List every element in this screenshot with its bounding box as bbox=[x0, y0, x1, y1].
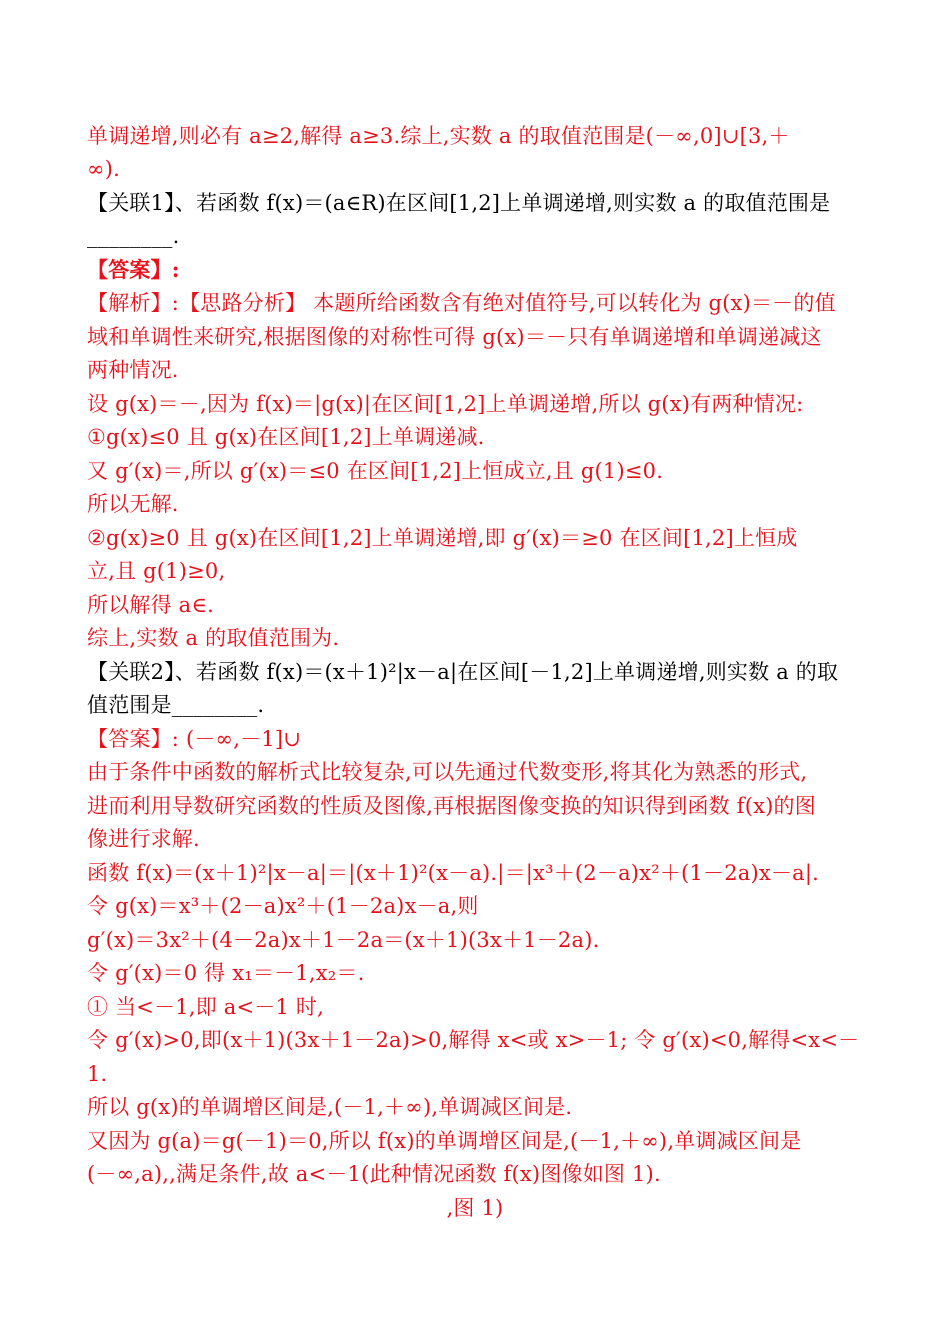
text-line: 所以解得 a∈. bbox=[87, 593, 215, 617]
answer-label: 【答案】: (－∞,－1]∪ bbox=[87, 727, 302, 751]
text-line: 令 g′(x)＝0 得 x₁＝－1,x₂＝. bbox=[87, 961, 365, 985]
text-line: 域和单调性来研究,根据图像的对称性可得 g(x)＝－只有单调递增和单调递减这 bbox=[87, 325, 822, 349]
case-2: ②g(x)≥0 且 g(x)在区间[1,2]上单调递增,即 g′(x)＝≥0 在区间[1,2]上恒成 bbox=[87, 526, 798, 550]
text-line: 又 g′(x)＝,所以 g′(x)＝≤0 在区间[1,2]上恒成立,且 g(1)≤0. bbox=[87, 459, 664, 483]
text-line: 令 g′(x)>0,即(x＋1)(3x＋1－2a)>0,解得 x<或 x>－1; 令 g′(x)<0,解得<x<－ bbox=[87, 1028, 860, 1052]
text-line: 单调递增,则必有 a≥2,解得 a≥3.综上,实数 a 的取值范围是(－∞,0]∪[3,＋ bbox=[87, 124, 790, 148]
text-line: 由于条件中函数的解析式比较复杂,可以先通过代数变形,将其化为熟悉的形式, bbox=[87, 760, 808, 784]
text-line: 所以 g(x)的单调增区间是,(－1,＋∞),单调减区间是. bbox=[87, 1095, 573, 1119]
text-line: 像进行求解. bbox=[87, 827, 200, 851]
text-line: 又因为 g(a)＝g(－1)＝0,所以 f(x)的单调增区间是,(－1,＋∞),单调减区间是 bbox=[87, 1129, 802, 1153]
text-line: 立,且 g(1)≥0, bbox=[87, 559, 226, 583]
case-1: ①g(x)≤0 且 g(x)在区间[1,2]上单调递减. bbox=[87, 425, 485, 449]
text-line: ∞). bbox=[87, 157, 120, 181]
answer-blank: 值范围是________. bbox=[87, 693, 265, 717]
text-line: 令 g(x)＝x³＋(2－a)x²＋(1－2a)x－a,则 bbox=[87, 894, 479, 918]
text-line: g′(x)＝3x²＋(4－2a)x＋1－2a＝(x＋1)(3x＋1－2a). bbox=[87, 928, 600, 952]
related-1-question: 【关联1】、若函数 f(x)＝(a∈R)在区间[1,2]上单调递增,则实数 a 的取值范围是 bbox=[87, 191, 831, 215]
related-2-question: 【关联2】、若函数 f(x)＝(x＋1)²|x－a|在区间[－1,2]上单调递增,则实数 a 的取 bbox=[87, 660, 839, 684]
text-line: (－∞,a),,满足条件,故 a<－1(此种情况函数 f(x)图像如图 1). bbox=[87, 1162, 661, 1186]
text-line: 1. bbox=[87, 1062, 108, 1086]
text-line: 综上,实数 a 的取值范围为. bbox=[87, 626, 340, 650]
text-line: 函数 f(x)＝(x＋1)²|x－a|＝|(x＋1)²(x－a).|＝|x³＋(2－a)x²＋(1－2a)x－a|. bbox=[87, 861, 819, 885]
analysis-heading: 【解析】:【思路分析】 本题所给函数含有绝对值符号,可以转化为 g(x)＝－的值 bbox=[87, 291, 836, 315]
answer-blank: ________. bbox=[87, 224, 180, 248]
text-line: 设 g(x)＝－,因为 f(x)＝|g(x)|在区间[1,2]上单调递增,所以 g(x)有两种情况: bbox=[87, 392, 804, 416]
answer-label: 【答案】: bbox=[87, 257, 180, 282]
text-line: ① 当<－1,即 a<－1 时, bbox=[87, 995, 325, 1019]
figure-caption: ,图 1) bbox=[446, 1196, 504, 1220]
text-line: 两种情况. bbox=[87, 358, 179, 382]
text-line: 所以无解. bbox=[87, 492, 179, 516]
text-line: 进而利用导数研究函数的性质及图像,再根据图像变换的知识得到函数 f(x)的图 bbox=[87, 794, 816, 818]
